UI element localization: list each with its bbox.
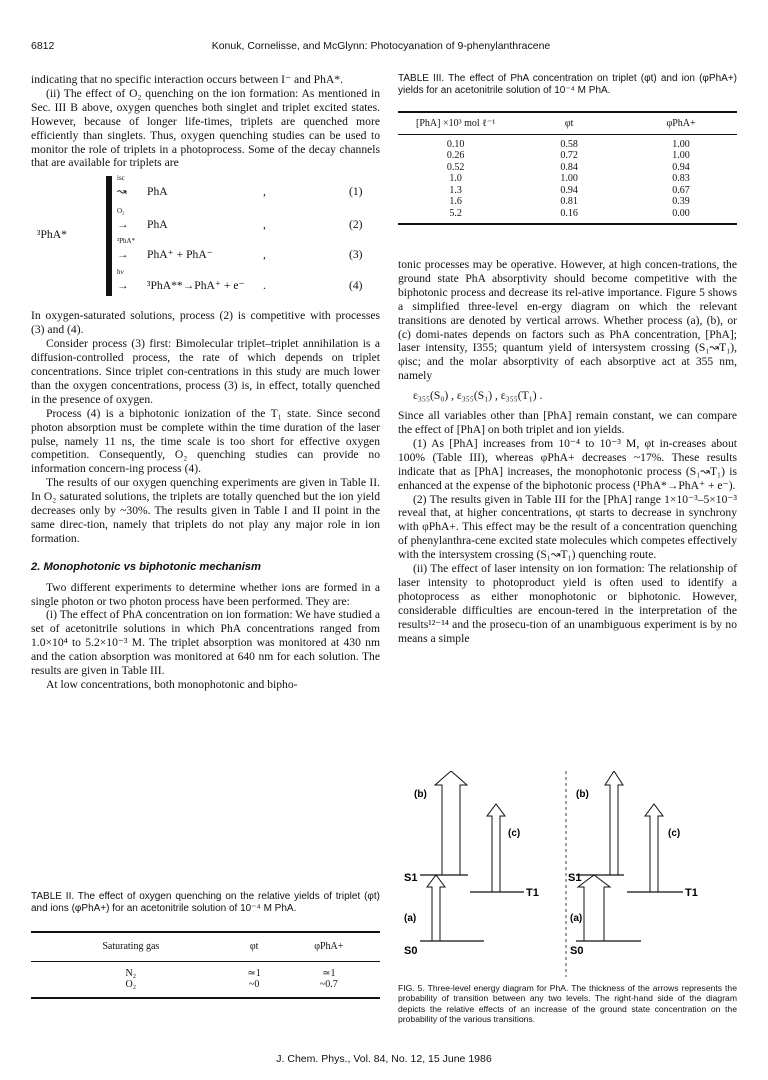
section-title: 2. Monophotonic vs biphotonic mechanism bbox=[31, 560, 261, 573]
table-cell: 0.84 bbox=[560, 161, 578, 173]
scheme-row bbox=[117, 207, 377, 237]
table-2-caption: TABLE II. The effect of oxygen quenching on the relative yields of triplet (φt) and ions (φPhA+) for an acetonitrile solution of 10⁻⁴ M PhA. bbox=[31, 891, 380, 914]
column-header: φPhA+ bbox=[278, 932, 380, 961]
column-header: φt bbox=[513, 112, 625, 134]
label-a: (a) bbox=[570, 913, 583, 924]
scheme-punct: . bbox=[263, 279, 266, 293]
label-t1: T1 bbox=[685, 887, 698, 899]
label-c: (c) bbox=[508, 828, 521, 839]
scheme-number: (2) bbox=[349, 218, 363, 232]
table-cell: 0.52 bbox=[446, 161, 465, 173]
table-row bbox=[398, 162, 737, 174]
table-cell: ~0 bbox=[248, 979, 260, 990]
arrow-a bbox=[578, 875, 610, 941]
scheme-punct: , bbox=[263, 218, 266, 232]
table-cell: N₂ bbox=[125, 967, 137, 979]
scheme-arrow: → bbox=[117, 279, 129, 293]
column-header: φt bbox=[231, 932, 278, 961]
running-title: Konuk, Cornelisse, and McGlynn: Photocyanation of 9-phenylanthracene bbox=[211, 40, 551, 52]
label-a: (a) bbox=[404, 913, 417, 924]
scheme-punct: , bbox=[263, 248, 266, 262]
decay-scheme bbox=[31, 174, 380, 301]
label-s1: S1 bbox=[404, 872, 418, 884]
table-row bbox=[31, 979, 380, 998]
table-row bbox=[398, 173, 737, 185]
table-2 bbox=[31, 891, 380, 999]
table-cell: 1.3 bbox=[449, 184, 462, 196]
scheme-row bbox=[117, 174, 377, 204]
table-cell: 0.72 bbox=[560, 150, 578, 161]
table-cell: 0.00 bbox=[672, 207, 690, 219]
table-cell: 1.00 bbox=[672, 150, 690, 161]
figure-5-energy-diagram bbox=[398, 771, 737, 977]
table-row bbox=[398, 196, 737, 208]
column-header: Saturating gas bbox=[31, 932, 231, 961]
table-row bbox=[398, 134, 737, 150]
paragraph: (ii) The effect of O₂ quenching on the ion formation: As mentioned in Sec. III B above, oxygen quenches both singlet and triplet excited states. However, because of longer life-times, triplets are quenched more efficiently than singlets. Thus, oxygen quenching studies can be used to monitor the role of triplets in a photoprocess. Some of the decay channels that are available for triplets are bbox=[31, 86, 380, 170]
paragraph: Consider process (3) first: Bimolecular triplet–triplet annihilation is a diffusion-controlled process, the rate of which depends on triplet concentrations. Since triplet con-centrations in this study are much lower than the oxygen concentrations, process (3) is, in effect, totally quenched in the presence of oxygen. bbox=[31, 337, 380, 406]
page-footer: J. Chem. Phys., Vol. 84, No. 12, 15 June 1986 bbox=[276, 1053, 492, 1065]
table-cell: 0.39 bbox=[672, 196, 690, 207]
scheme-product: PhA bbox=[147, 218, 168, 232]
arrow-b bbox=[605, 771, 623, 875]
scheme-condition: ³PhA* bbox=[117, 237, 136, 246]
table-cell: 0.58 bbox=[560, 138, 578, 150]
paragraph: Since all variables other than [PhA] remain constant, we can compare the effect of [PhA] on both triplet and ion yields. bbox=[398, 409, 737, 436]
label-b: (b) bbox=[576, 789, 589, 800]
label-b: (b) bbox=[414, 789, 427, 800]
table-cell: 0.94 bbox=[560, 184, 578, 196]
paragraph: tonic processes may be operative. However, at high concen-trations, the ground state PhA absorptivity should become competitive with the biphotonic process and decrease its rel-ative importance. Figure 5 shows a simplified three-level en-ergy diagram on which the relevant transitions are denoted by vertical arrows. Whether process (a), (b), or (c) domi-nates depends on factors such as PhA concentration, [PhA]; laser intensity, I355; quantum yield of intersystem crossing (S₁↝T₁), φisc; and the molar absorptivity of each absorptive act at 355 nm, namely bbox=[398, 258, 737, 383]
arrow-c bbox=[487, 804, 505, 892]
scheme-punct: , bbox=[263, 185, 266, 199]
paragraph: The results of our oxygen quenching experiments are given in Table II. In O₂ saturated solutions, the triplets are totally quenched but the ion yield decreases only by ~30%. The results given in Table I and II point in the same direc-tion, namely that triplets do not play any major role in ion formation. bbox=[31, 476, 380, 545]
scheme-condition: hν bbox=[117, 268, 124, 277]
label-c: (c) bbox=[668, 828, 681, 839]
scheme-number: (3) bbox=[349, 248, 363, 262]
scheme-condition: O₂ bbox=[117, 207, 125, 216]
scheme-arrow: → bbox=[117, 218, 129, 232]
label-s0: S0 bbox=[570, 945, 584, 957]
scheme-arrow: → bbox=[117, 248, 129, 262]
paragraph: In oxygen-saturated solutions, process (2) is competitive with processes (3) and (4). bbox=[31, 309, 380, 337]
paragraph: indicating that no specific interaction occurs between I⁻ and PhA*. bbox=[31, 73, 343, 86]
page-number: 6812 bbox=[31, 40, 55, 52]
table-cell: 1.00 bbox=[560, 173, 578, 184]
scheme-label: ³PhA* bbox=[37, 228, 67, 242]
label-s1: S1 bbox=[568, 872, 582, 884]
arrow-a bbox=[427, 875, 445, 941]
paragraph: (i) The effect of PhA concentration on ion formation: We have studied a set of acetonitrile solutions in which PhA concentrations ranged from 1.0×10⁴ to 5.2×10⁻³ M. The triplet absorption was monitored at 430 nm and the cation absorption was monitored at 640 nm for each solution. The results are given in Table III. bbox=[31, 608, 380, 678]
table-row bbox=[398, 185, 737, 197]
table-cell: O₂ bbox=[125, 979, 137, 990]
table-3-grid bbox=[398, 111, 737, 225]
table-cell: 0.67 bbox=[672, 184, 690, 196]
table-3-caption: TABLE III. The effect of PhA concentration on triplet (φt) and ion (φPhA+) yields for an acetonitrile solution of 10⁻⁴ M PhA. bbox=[398, 73, 737, 96]
table-cell: ≃1 bbox=[247, 967, 261, 979]
label-s0: S0 bbox=[404, 945, 418, 957]
scheme-product: PhA bbox=[147, 185, 168, 199]
paragraph: (ii) The effect of laser intensity on ion formation: The relationship of laser intensity to photoproduct yield is often used to identify a photoprocess as either monophotonic or biphotonic. However, considerable difficulties are encoun-tered in the interpretation of the results¹²⁻¹⁴ and the prosecu-tion of an unambiguous experiment is by no means a simple bbox=[398, 562, 737, 645]
table-cell: 1.0 bbox=[449, 173, 462, 184]
column-header: [PhA] ×10³ mol ℓ⁻¹ bbox=[398, 112, 513, 134]
table-cell: 0.83 bbox=[672, 173, 690, 184]
table-cell: 0.10 bbox=[446, 138, 465, 150]
table-cell: 0.26 bbox=[446, 150, 465, 161]
label-t1: T1 bbox=[526, 887, 539, 899]
table-cell: 5.2 bbox=[449, 207, 462, 219]
table-row bbox=[398, 208, 737, 225]
scheme-product: PhA⁺ + PhA⁻ bbox=[147, 248, 213, 262]
scheme-condition: isc bbox=[117, 174, 125, 183]
scheme-number: (4) bbox=[349, 279, 363, 293]
right-column bbox=[398, 73, 737, 645]
paragraph: Process (4) is a biphotonic ionization of the T₁ state. Since second photon absorption must be complete within the time duration of the laser pulse, namely 11 ns, the time scale is too short for effective oxygen competition. Consequently, O₂ quenching studies can provide no information concern-ing process (4). bbox=[31, 406, 380, 476]
table-cell: 0.16 bbox=[560, 207, 578, 219]
table-row bbox=[31, 961, 380, 979]
scheme-arrow: ↝ bbox=[117, 185, 127, 199]
paragraph: At low concentrations, both monophotonic and bipho- bbox=[46, 678, 298, 691]
table-cell: 0.81 bbox=[560, 196, 578, 207]
table-cell: 1.00 bbox=[672, 138, 690, 150]
scheme-product: ³PhA**→PhA⁺ + e⁻ bbox=[147, 279, 245, 293]
arrow-b bbox=[435, 771, 467, 875]
table-row bbox=[398, 150, 737, 162]
paragraph: (1) As [PhA] increases from 10⁻⁴ to 10⁻³ M, φt in-creases about 100% (Table III), whereas φPhA+ decreases ~17%. These results indicate that as [PhA] increases, the monophotonic process (S₁↝T₁) is enhanced at the expense of the biphotonic process (¹PhA*→PhA⁺ + e⁻). bbox=[398, 436, 737, 492]
arrow-c bbox=[645, 804, 663, 892]
table-cell: ~0.7 bbox=[319, 979, 338, 990]
left-column bbox=[31, 73, 380, 692]
absorptivity-list: ε₃₅₅(S₀) , ε₃₅₅(S₁) , ε₃₅₅(T₁) . bbox=[413, 389, 543, 403]
figure-5-caption: FIG. 5. Three-level energy diagram for PhA. The thickness of the arrows represents the probability of transition between any two levels. The right-hand side of the diagram depicts the relative effects of an increase of the ground state concentration on the probability of the various transitions. bbox=[398, 983, 737, 1024]
table-cell: 1.6 bbox=[449, 196, 462, 207]
scheme-number: (1) bbox=[349, 185, 363, 199]
column-header: φPhA+ bbox=[625, 112, 737, 134]
table-2-grid bbox=[31, 931, 380, 999]
paragraph: (2) The results given in Table III for the [PhA] range 1×10⁻³–5×10⁻³ reveal that, at higher concentrations, φt starts to decrease in synchrony with φPhA+. This effect may be the result of a concentration quenching of phenylanthra-cene excited state molecules which competes effectively with the intersystem crossing (S₁↝T₁) quenching route. bbox=[398, 492, 737, 562]
scheme-row bbox=[117, 268, 377, 298]
scheme-row bbox=[117, 237, 377, 267]
paragraph: Two different experiments to determine whether ions are formed in a single photon or two photon process have been performed. They are: bbox=[31, 580, 380, 608]
energy-diagram-svg bbox=[398, 771, 737, 977]
scheme-brace bbox=[106, 176, 112, 296]
table-cell: ≃1 bbox=[322, 967, 336, 979]
table-cell: 0.94 bbox=[672, 161, 690, 173]
